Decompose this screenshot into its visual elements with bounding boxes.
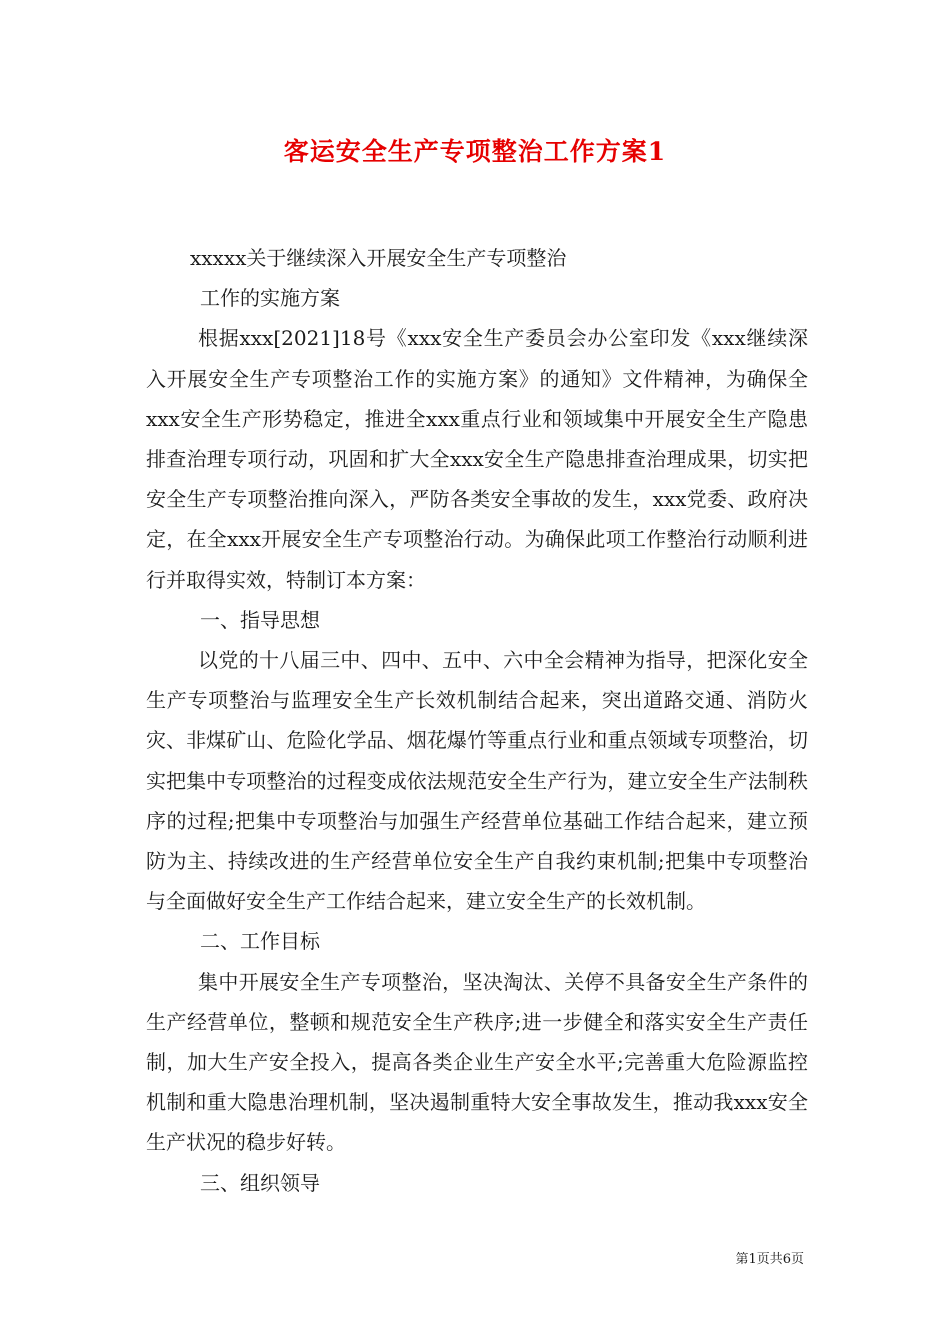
section-3-heading: 三、组织领导 xyxy=(200,1170,320,1195)
section-2-paragraph: 集中开展安全生产专项整治，坚决淘汰、关停不具备安全生产条件的生产经营单位，整顿和规范安全生产秩序;进一步健全和落实安全生产责任制，加大生产安全投入，提高各类企业生产安全水平;完善重大危险源监控机制和重大隐患治理机制，坚决遏制重特大安全事故发生，推动我xxx安全生产状况的稳步好转。 xyxy=(146,969,808,1155)
document-title: 客运安全生产专项整治工作方案1 xyxy=(283,137,667,166)
section-2-heading: 二、工作目标 xyxy=(200,929,320,954)
intro-paragraph: 根据xxx[2021]18号《xxx安全生产委员会办公室印发《xxx继续深入开展安全生产专项整治工作的实施方案》的通知》文件精神，为确保全xxx安全生产形势稳定，推进全xxx重点行业和领域集中开展安全生产隐患排查治理专项行动，巩固和扩大全xxx安全生产隐患排查治理成果，切实把安全生产专项整治推向深入，严防各类安全事故的发生，xxx党委、政府决定，在全xxx开展安全生产专项整治行动。为确保此项工作整治行动顺利进行并取得实效，特制订本方案： xyxy=(146,326,808,592)
section-1-paragraph: 以党的十八届三中、四中、五中、六中全会精神为指导，把深化安全生产专项整治与监理安全生产长效机制结合起来，突出道路交通、消防火灾、非煤矿山、危险化学品、烟花爆竹等重点行业和重点领域专项整治，切实把集中专项整治的过程变成依法规范安全生产行为，建立安全生产法制秩序的过程;把集中专项整治与加强生产经营单位基础工作结合起来，建立预防为主、持续改进的生产经营单位安全生产自我约束机制;把集中专项整治与全面做好安全生产工作结合起来，建立安全生产的长效机制。 xyxy=(146,648,808,914)
subtitle-line-1: xxxxx关于继续深入开展安全生产专项整治 xyxy=(190,246,567,270)
page-number: 第1页共6页 xyxy=(735,1252,804,1267)
subtitle-line-2: 工作的实施方案 xyxy=(200,286,340,311)
section-1-heading: 一、指导思想 xyxy=(200,607,320,632)
document-body xyxy=(146,238,808,1203)
